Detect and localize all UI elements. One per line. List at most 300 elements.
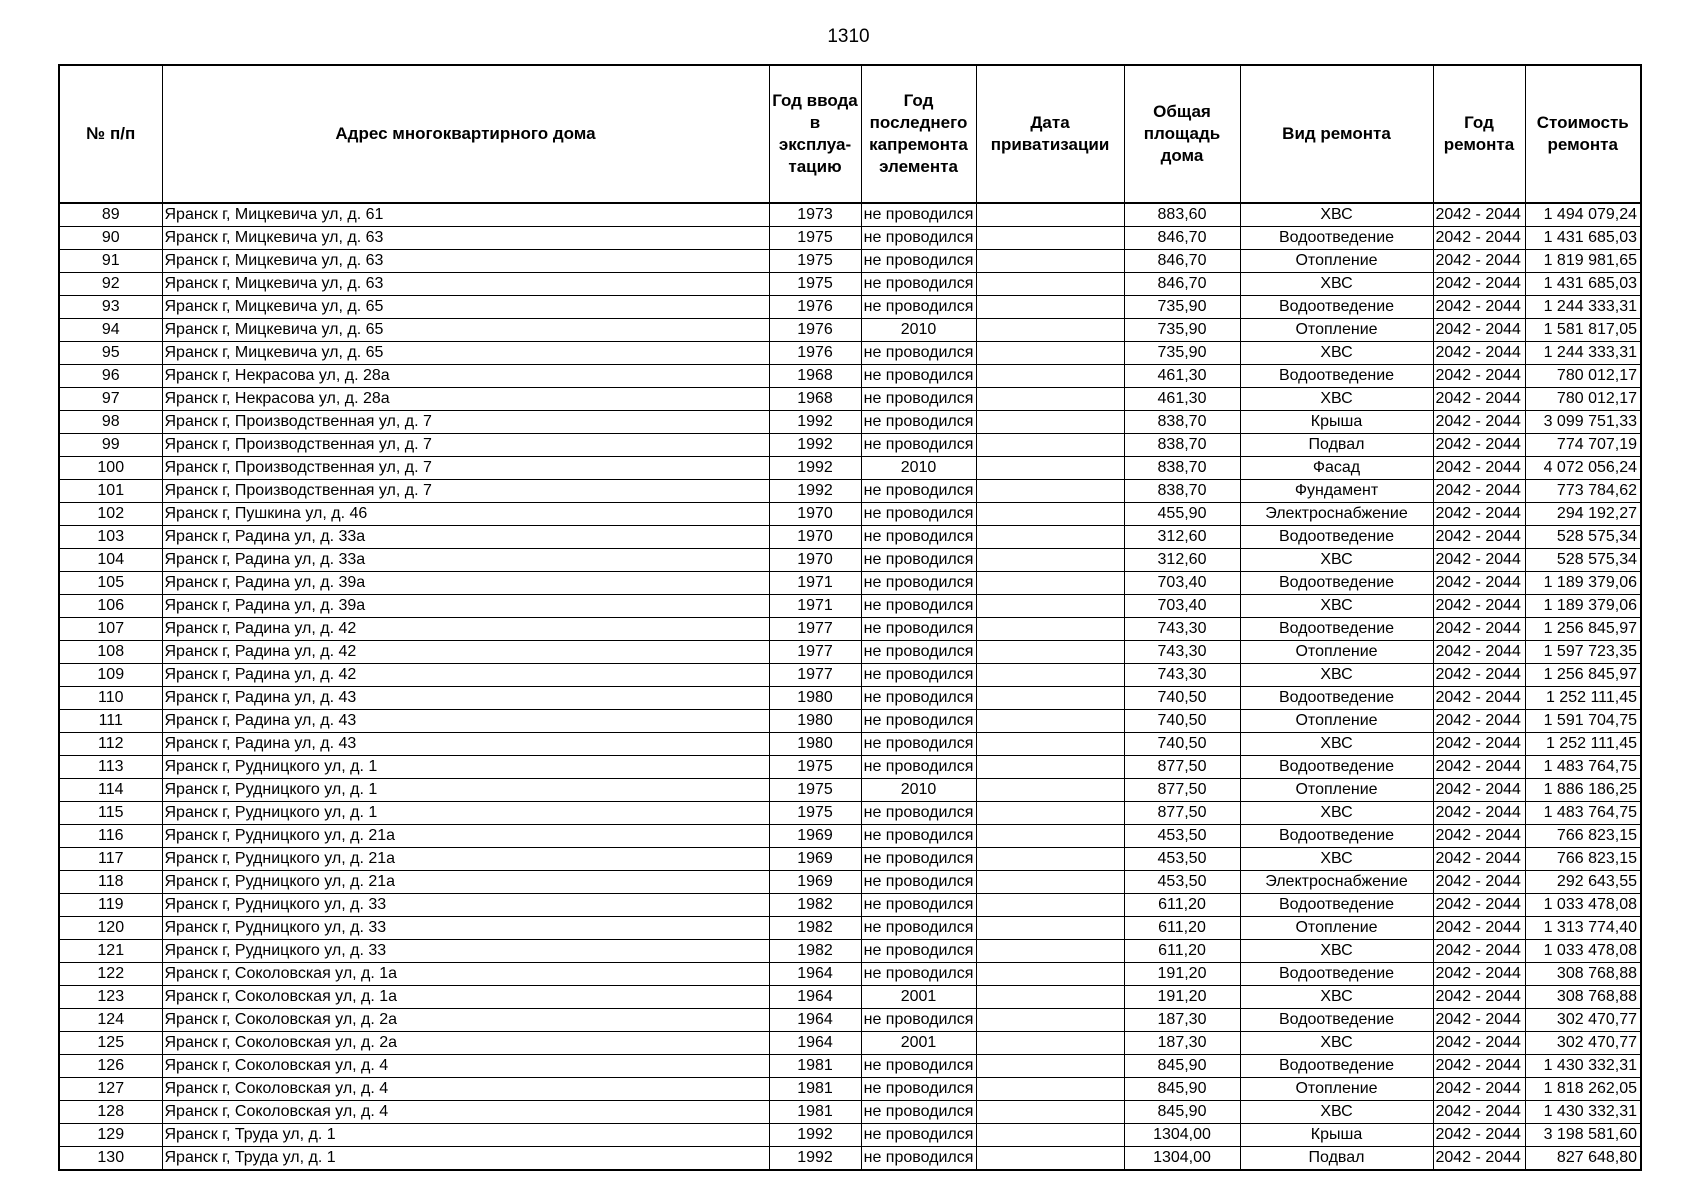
cell-num: 109	[59, 664, 162, 687]
cell-address: Яранск г, Рудницкого ул, д. 21а	[162, 871, 769, 894]
cell-year-built: 1977	[769, 641, 861, 664]
cell-num: 127	[59, 1078, 162, 1101]
cell-cost: 294 192,27	[1525, 503, 1641, 526]
cell-area: 1304,00	[1124, 1147, 1240, 1171]
cell-address: Яранск г, Соколовская ул, д. 1а	[162, 986, 769, 1009]
cell-last-repair: не проводился	[861, 710, 976, 733]
cell-address: Яранск г, Труда ул, д. 1	[162, 1147, 769, 1171]
cell-num: 128	[59, 1101, 162, 1124]
cell-num: 90	[59, 227, 162, 250]
cell-repair-type: Фундамент	[1240, 480, 1433, 503]
cell-address: Яранск г, Соколовская ул, д. 4	[162, 1101, 769, 1124]
cell-address: Яранск г, Производственная ул, д. 7	[162, 480, 769, 503]
table-row	[59, 296, 1641, 319]
cell-repair-year: 2042 - 2044	[1433, 871, 1525, 894]
cell-address: Яранск г, Мицкевича ул, д. 65	[162, 296, 769, 319]
cell-cost: 766 823,15	[1525, 825, 1641, 848]
cell-address: Яранск г, Радина ул, д. 39а	[162, 595, 769, 618]
cell-last-repair: не проводился	[861, 595, 976, 618]
cell-privatization	[976, 549, 1124, 572]
cell-address: Яранск г, Соколовская ул, д. 1а	[162, 963, 769, 986]
table-row	[59, 342, 1641, 365]
table-row	[59, 940, 1641, 963]
cell-year-built: 1976	[769, 342, 861, 365]
cell-privatization	[976, 1124, 1124, 1147]
cell-address: Яранск г, Соколовская ул, д. 4	[162, 1078, 769, 1101]
table-row	[59, 1101, 1641, 1124]
cell-address: Яранск г, Рудницкого ул, д. 1	[162, 802, 769, 825]
cell-last-repair: не проводился	[861, 411, 976, 434]
cell-cost: 1 256 845,97	[1525, 664, 1641, 687]
cell-repair-year: 2042 - 2044	[1433, 342, 1525, 365]
cell-address: Яранск г, Радина ул, д. 43	[162, 733, 769, 756]
cell-repair-year: 2042 - 2044	[1433, 503, 1525, 526]
cell-repair-year: 2042 - 2044	[1433, 618, 1525, 641]
cell-last-repair: 2001	[861, 986, 976, 1009]
cell-repair-type: ХВС	[1240, 848, 1433, 871]
cell-cost: 1 313 774,40	[1525, 917, 1641, 940]
cell-year-built: 1975	[769, 273, 861, 296]
cell-privatization	[976, 342, 1124, 365]
cell-year-built: 1975	[769, 779, 861, 802]
cell-year-built: 1982	[769, 917, 861, 940]
cell-repair-year: 2042 - 2044	[1433, 411, 1525, 434]
cell-address: Яранск г, Производственная ул, д. 7	[162, 457, 769, 480]
cell-address: Яранск г, Рудницкого ул, д. 21а	[162, 825, 769, 848]
table-row	[59, 388, 1641, 411]
cell-privatization	[976, 825, 1124, 848]
cell-privatization	[976, 871, 1124, 894]
cell-year-built: 1976	[769, 319, 861, 342]
cell-area: 187,30	[1124, 1009, 1240, 1032]
cell-cost: 1 252 111,45	[1525, 687, 1641, 710]
cell-cost: 1 431 685,03	[1525, 273, 1641, 296]
cell-repair-type: ХВС	[1240, 273, 1433, 296]
cell-repair-year: 2042 - 2044	[1433, 296, 1525, 319]
cell-privatization	[976, 1032, 1124, 1055]
cell-repair-year: 2042 - 2044	[1433, 940, 1525, 963]
cell-num: 114	[59, 779, 162, 802]
cell-address: Яранск г, Пушкина ул, д. 46	[162, 503, 769, 526]
cell-num: 121	[59, 940, 162, 963]
cell-repair-type: Отопление	[1240, 710, 1433, 733]
cell-year-built: 1969	[769, 825, 861, 848]
cell-area: 838,70	[1124, 411, 1240, 434]
cell-privatization	[976, 526, 1124, 549]
cell-cost: 1 033 478,08	[1525, 894, 1641, 917]
cell-year-built: 1982	[769, 894, 861, 917]
cell-address: Яранск г, Труда ул, д. 1	[162, 1124, 769, 1147]
cell-num: 101	[59, 480, 162, 503]
cell-year-built: 1970	[769, 526, 861, 549]
cell-year-built: 1964	[769, 986, 861, 1009]
cell-privatization	[976, 1078, 1124, 1101]
cell-year-built: 1992	[769, 1147, 861, 1171]
cell-area: 877,50	[1124, 756, 1240, 779]
cell-year-built: 1992	[769, 1124, 861, 1147]
cell-repair-type: ХВС	[1240, 1101, 1433, 1124]
cell-repair-year: 2042 - 2044	[1433, 434, 1525, 457]
cell-repair-type: ХВС	[1240, 986, 1433, 1009]
cell-num: 92	[59, 273, 162, 296]
cell-last-repair: не проводился	[861, 894, 976, 917]
cell-area: 740,50	[1124, 687, 1240, 710]
table-row	[59, 227, 1641, 250]
cell-repair-year: 2042 - 2044	[1433, 572, 1525, 595]
table-row	[59, 618, 1641, 641]
cell-year-built: 1976	[769, 296, 861, 319]
cell-area: 883,60	[1124, 203, 1240, 227]
cell-repair-year: 2042 - 2044	[1433, 894, 1525, 917]
cell-area: 312,60	[1124, 549, 1240, 572]
cell-repair-year: 2042 - 2044	[1433, 779, 1525, 802]
cell-area: 877,50	[1124, 802, 1240, 825]
cell-area: 838,70	[1124, 434, 1240, 457]
cell-repair-type: Водоотведение	[1240, 618, 1433, 641]
table-row	[59, 572, 1641, 595]
cell-repair-year: 2042 - 2044	[1433, 250, 1525, 273]
cell-last-repair: не проводился	[861, 733, 976, 756]
cell-last-repair: не проводился	[861, 664, 976, 687]
cell-cost: 308 768,88	[1525, 986, 1641, 1009]
cell-num: 130	[59, 1147, 162, 1171]
cell-cost: 773 784,62	[1525, 480, 1641, 503]
cell-repair-type: Водоотведение	[1240, 963, 1433, 986]
cell-area: 846,70	[1124, 227, 1240, 250]
cell-privatization	[976, 687, 1124, 710]
table-row	[59, 1009, 1641, 1032]
cell-repair-year: 2042 - 2044	[1433, 480, 1525, 503]
header-num: № п/п	[59, 65, 162, 203]
cell-privatization	[976, 365, 1124, 388]
header-cost: Стоимость ремонта	[1525, 65, 1641, 203]
cell-year-built: 1992	[769, 457, 861, 480]
cell-num: 112	[59, 733, 162, 756]
cell-last-repair: не проводился	[861, 227, 976, 250]
cell-num: 102	[59, 503, 162, 526]
table-row	[59, 1055, 1641, 1078]
cell-repair-type: ХВС	[1240, 802, 1433, 825]
cell-year-built: 1975	[769, 227, 861, 250]
cell-address: Яранск г, Радина ул, д. 43	[162, 710, 769, 733]
cell-repair-type: Водоотведение	[1240, 526, 1433, 549]
repair-schedule-table	[58, 64, 1642, 1171]
cell-year-built: 1970	[769, 503, 861, 526]
cell-last-repair: 2010	[861, 779, 976, 802]
cell-num: 111	[59, 710, 162, 733]
cell-num: 117	[59, 848, 162, 871]
cell-privatization	[976, 1147, 1124, 1171]
cell-last-repair: не проводился	[861, 480, 976, 503]
cell-repair-type: Подвал	[1240, 1147, 1433, 1171]
cell-repair-year: 2042 - 2044	[1433, 687, 1525, 710]
cell-year-built: 1970	[769, 549, 861, 572]
cell-num: 94	[59, 319, 162, 342]
cell-num: 98	[59, 411, 162, 434]
cell-repair-type: Водоотведение	[1240, 894, 1433, 917]
cell-repair-type: Водоотведение	[1240, 572, 1433, 595]
cell-repair-type: Водоотведение	[1240, 227, 1433, 250]
cell-num: 93	[59, 296, 162, 319]
cell-area: 453,50	[1124, 825, 1240, 848]
cell-address: Яранск г, Рудницкого ул, д. 1	[162, 779, 769, 802]
cell-num: 116	[59, 825, 162, 848]
cell-privatization	[976, 572, 1124, 595]
cell-repair-year: 2042 - 2044	[1433, 825, 1525, 848]
table-row	[59, 825, 1641, 848]
cell-year-built: 1975	[769, 802, 861, 825]
cell-area: 455,90	[1124, 503, 1240, 526]
table-row	[59, 503, 1641, 526]
cell-year-built: 1968	[769, 388, 861, 411]
table-row	[59, 986, 1641, 1009]
cell-year-built: 1982	[769, 940, 861, 963]
cell-year-built: 1992	[769, 434, 861, 457]
cell-cost: 3 198 581,60	[1525, 1124, 1641, 1147]
cell-cost: 3 099 751,33	[1525, 411, 1641, 434]
cell-repair-year: 2042 - 2044	[1433, 1101, 1525, 1124]
cell-cost: 1 581 817,05	[1525, 319, 1641, 342]
cell-address: Яранск г, Радина ул, д. 42	[162, 618, 769, 641]
cell-cost: 1 430 332,31	[1525, 1055, 1641, 1078]
cell-privatization	[976, 802, 1124, 825]
cell-num: 115	[59, 802, 162, 825]
cell-repair-type: ХВС	[1240, 203, 1433, 227]
cell-cost: 302 470,77	[1525, 1032, 1641, 1055]
cell-repair-type: Электроснабжение	[1240, 871, 1433, 894]
cell-last-repair: не проводился	[861, 572, 976, 595]
cell-repair-type: Электроснабжение	[1240, 503, 1433, 526]
table-row	[59, 411, 1641, 434]
table-row	[59, 457, 1641, 480]
cell-address: Яранск г, Рудницкого ул, д. 1	[162, 756, 769, 779]
table-row	[59, 273, 1641, 296]
cell-year-built: 1992	[769, 480, 861, 503]
cell-privatization	[976, 848, 1124, 871]
cell-privatization	[976, 1009, 1124, 1032]
table-row	[59, 802, 1641, 825]
table-row	[59, 434, 1641, 457]
cell-cost: 774 707,19	[1525, 434, 1641, 457]
cell-year-built: 1980	[769, 733, 861, 756]
cell-cost: 292 643,55	[1525, 871, 1641, 894]
cell-year-built: 1973	[769, 203, 861, 227]
table-row	[59, 756, 1641, 779]
cell-privatization	[976, 503, 1124, 526]
cell-area: 453,50	[1124, 848, 1240, 871]
cell-area: 611,20	[1124, 940, 1240, 963]
cell-year-built: 1971	[769, 595, 861, 618]
cell-cost: 766 823,15	[1525, 848, 1641, 871]
cell-num: 124	[59, 1009, 162, 1032]
cell-address: Яранск г, Рудницкого ул, д. 33	[162, 917, 769, 940]
cell-last-repair: не проводился	[861, 871, 976, 894]
cell-repair-year: 2042 - 2044	[1433, 848, 1525, 871]
cell-area: 461,30	[1124, 388, 1240, 411]
cell-address: Яранск г, Мицкевича ул, д. 61	[162, 203, 769, 227]
cell-repair-type: Водоотведение	[1240, 296, 1433, 319]
cell-privatization	[976, 641, 1124, 664]
cell-area: 846,70	[1124, 250, 1240, 273]
cell-repair-year: 2042 - 2044	[1433, 273, 1525, 296]
table-row	[59, 733, 1641, 756]
cell-year-built: 1981	[769, 1101, 861, 1124]
cell-cost: 1 591 704,75	[1525, 710, 1641, 733]
cell-privatization	[976, 756, 1124, 779]
header-last-repair: Год последнего капремонта элемента	[861, 65, 976, 203]
cell-last-repair: не проводился	[861, 203, 976, 227]
cell-year-built: 1992	[769, 411, 861, 434]
cell-privatization	[976, 480, 1124, 503]
cell-last-repair: не проводился	[861, 273, 976, 296]
cell-repair-type: Отопление	[1240, 779, 1433, 802]
cell-last-repair: не проводился	[861, 1055, 976, 1078]
cell-area: 735,90	[1124, 342, 1240, 365]
cell-cost: 528 575,34	[1525, 549, 1641, 572]
cell-year-built: 1980	[769, 710, 861, 733]
table-row	[59, 526, 1641, 549]
cell-address: Яранск г, Мицкевича ул, д. 63	[162, 227, 769, 250]
header-repair-type: Вид ремонта	[1240, 65, 1433, 203]
cell-privatization	[976, 457, 1124, 480]
cell-repair-year: 2042 - 2044	[1433, 917, 1525, 940]
cell-address: Яранск г, Некрасова ул, д. 28а	[162, 388, 769, 411]
cell-year-built: 1975	[769, 250, 861, 273]
cell-num: 100	[59, 457, 162, 480]
cell-repair-type: ХВС	[1240, 342, 1433, 365]
cell-repair-type: Водоотведение	[1240, 756, 1433, 779]
cell-repair-year: 2042 - 2044	[1433, 203, 1525, 227]
table-row	[59, 641, 1641, 664]
cell-year-built: 1964	[769, 1009, 861, 1032]
cell-area: 703,40	[1124, 572, 1240, 595]
cell-repair-type: Водоотведение	[1240, 687, 1433, 710]
cell-privatization	[976, 963, 1124, 986]
cell-repair-type: Водоотведение	[1240, 1055, 1433, 1078]
cell-repair-year: 2042 - 2044	[1433, 664, 1525, 687]
cell-cost: 780 012,17	[1525, 365, 1641, 388]
cell-privatization	[976, 595, 1124, 618]
cell-repair-year: 2042 - 2044	[1433, 1009, 1525, 1032]
cell-repair-year: 2042 - 2044	[1433, 641, 1525, 664]
cell-num: 89	[59, 203, 162, 227]
table-row	[59, 1124, 1641, 1147]
header-area: Общая площадь дома	[1124, 65, 1240, 203]
table-header	[59, 65, 1641, 203]
cell-repair-type: ХВС	[1240, 733, 1433, 756]
cell-area: 845,90	[1124, 1055, 1240, 1078]
cell-cost: 1 483 764,75	[1525, 756, 1641, 779]
cell-privatization	[976, 618, 1124, 641]
cell-cost: 1 886 186,25	[1525, 779, 1641, 802]
cell-last-repair: не проводился	[861, 756, 976, 779]
cell-num: 108	[59, 641, 162, 664]
cell-area: 453,50	[1124, 871, 1240, 894]
cell-cost: 1 256 845,97	[1525, 618, 1641, 641]
table-row	[59, 1147, 1641, 1171]
cell-year-built: 1969	[769, 871, 861, 894]
cell-area: 845,90	[1124, 1101, 1240, 1124]
cell-address: Яранск г, Некрасова ул, д. 28а	[162, 365, 769, 388]
cell-num: 105	[59, 572, 162, 595]
cell-num: 96	[59, 365, 162, 388]
table-row	[59, 963, 1641, 986]
table-body	[59, 203, 1641, 1170]
cell-address: Яранск г, Мицкевича ул, д. 65	[162, 342, 769, 365]
cell-num: 104	[59, 549, 162, 572]
cell-num: 129	[59, 1124, 162, 1147]
cell-area: 1304,00	[1124, 1124, 1240, 1147]
cell-cost: 1 819 981,65	[1525, 250, 1641, 273]
cell-cost: 1 189 379,06	[1525, 595, 1641, 618]
cell-last-repair: не проводился	[861, 503, 976, 526]
cell-num: 122	[59, 963, 162, 986]
cell-area: 312,60	[1124, 526, 1240, 549]
cell-cost: 1 244 333,31	[1525, 296, 1641, 319]
table-row	[59, 250, 1641, 273]
cell-cost: 1 597 723,35	[1525, 641, 1641, 664]
table-row	[59, 664, 1641, 687]
cell-address: Яранск г, Мицкевича ул, д. 63	[162, 273, 769, 296]
cell-cost: 308 768,88	[1525, 963, 1641, 986]
cell-repair-type: ХВС	[1240, 664, 1433, 687]
cell-cost: 302 470,77	[1525, 1009, 1641, 1032]
cell-repair-type: Отопление	[1240, 250, 1433, 273]
cell-repair-year: 2042 - 2044	[1433, 1124, 1525, 1147]
cell-repair-type: ХВС	[1240, 1032, 1433, 1055]
cell-num: 91	[59, 250, 162, 273]
cell-repair-year: 2042 - 2044	[1433, 710, 1525, 733]
cell-last-repair: не проводился	[861, 526, 976, 549]
cell-year-built: 1981	[769, 1055, 861, 1078]
cell-num: 97	[59, 388, 162, 411]
cell-year-built: 1981	[769, 1078, 861, 1101]
cell-repair-type: Отопление	[1240, 1078, 1433, 1101]
cell-last-repair: не проводился	[861, 687, 976, 710]
cell-cost: 1 431 685,03	[1525, 227, 1641, 250]
cell-area: 191,20	[1124, 963, 1240, 986]
cell-repair-type: Фасад	[1240, 457, 1433, 480]
cell-repair-year: 2042 - 2044	[1433, 802, 1525, 825]
cell-repair-type: Крыша	[1240, 1124, 1433, 1147]
cell-last-repair: не проводился	[861, 434, 976, 457]
cell-address: Яранск г, Соколовская ул, д. 2а	[162, 1009, 769, 1032]
header-repair-year: Год ремонта	[1433, 65, 1525, 203]
cell-last-repair: не проводился	[861, 1147, 976, 1171]
cell-num: 118	[59, 871, 162, 894]
cell-num: 99	[59, 434, 162, 457]
cell-last-repair: не проводился	[861, 388, 976, 411]
cell-repair-year: 2042 - 2044	[1433, 388, 1525, 411]
cell-year-built: 1971	[769, 572, 861, 595]
cell-cost: 1 818 262,05	[1525, 1078, 1641, 1101]
cell-year-built: 1975	[769, 756, 861, 779]
cell-last-repair: 2010	[861, 457, 976, 480]
cell-repair-year: 2042 - 2044	[1433, 549, 1525, 572]
cell-area: 187,30	[1124, 1032, 1240, 1055]
cell-repair-type: ХВС	[1240, 595, 1433, 618]
cell-area: 743,30	[1124, 664, 1240, 687]
cell-area: 191,20	[1124, 986, 1240, 1009]
table-row	[59, 779, 1641, 802]
cell-repair-year: 2042 - 2044	[1433, 595, 1525, 618]
cell-privatization	[976, 894, 1124, 917]
cell-num: 95	[59, 342, 162, 365]
table-row	[59, 480, 1641, 503]
cell-cost: 1 189 379,06	[1525, 572, 1641, 595]
cell-repair-year: 2042 - 2044	[1433, 1055, 1525, 1078]
cell-privatization	[976, 1055, 1124, 1078]
